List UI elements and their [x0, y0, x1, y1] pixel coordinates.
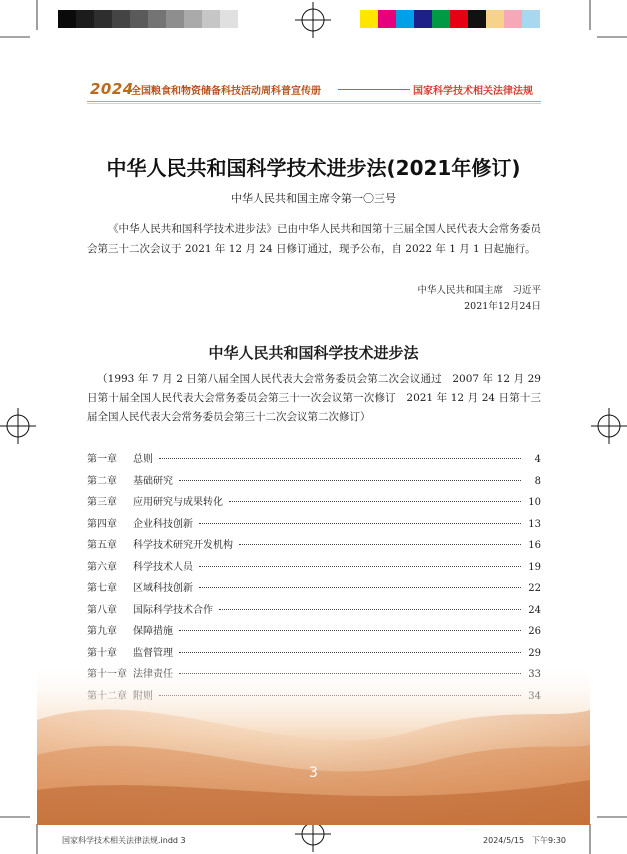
file-slug: 国家科学技术相关法律法规.indd 3 — [62, 836, 186, 845]
toc-chapter-name: 应用研究与成果转化 — [133, 497, 223, 508]
toc-page-number: 19 — [528, 561, 541, 573]
toc-chapter-number: 第二章 — [87, 475, 117, 487]
toc-leader-dots — [179, 652, 521, 653]
header-brochure-title: 全国粮食和物资储备科技活动周科普宣传册 — [131, 86, 321, 97]
timestamp-slug: 2024/5/15 下午9:30 — [483, 836, 566, 845]
toc-chapter-number: 第三章 — [87, 497, 117, 508]
signing-date: 2021年12月24日 — [464, 301, 541, 312]
toc-entry — [87, 601, 541, 623]
toc-leader-dots — [199, 523, 521, 524]
toc-entry — [87, 515, 541, 537]
toc-chapter-number: 第八章 — [87, 604, 117, 616]
toc-entry — [87, 536, 541, 558]
toc-page-number: 16 — [528, 540, 541, 551]
decorative-wave-background — [37, 660, 590, 825]
toc-leader-dots — [229, 501, 521, 502]
toc-leader-dots — [179, 480, 521, 481]
toc-entry — [87, 493, 541, 515]
toc-chapter-name: 区域科技创新 — [133, 583, 193, 594]
toc-chapter-number: 第五章 — [87, 540, 117, 551]
toc-leader-dots — [179, 630, 521, 631]
document-title: 中华人民共和国科学技术进步法(2021年修订) — [106, 156, 521, 180]
toc-chapter-name: 科学技术研究开发机构 — [133, 540, 233, 551]
toc-leader-dots — [199, 566, 521, 567]
toc-entry — [87, 622, 541, 644]
toc-chapter-name: 国际科学技术合作 — [133, 604, 213, 616]
page-number: 3 — [309, 765, 318, 781]
toc-entry — [87, 579, 541, 601]
header-section-title: 国家科学技术相关法律法规 — [413, 86, 533, 97]
toc-chapter-name: 监督管理 — [133, 647, 173, 659]
toc-entry — [87, 450, 541, 472]
toc-chapter-number: 第一章 — [87, 454, 117, 465]
toc-entry — [87, 472, 541, 494]
toc-chapter-name: 总则 — [133, 454, 153, 465]
toc-page-number: 13 — [528, 518, 541, 530]
signatory: 中华人民共和国主席 习近平 — [417, 285, 541, 296]
preamble-paragraph: 《中华人民共和国科学技术进步法》已由中华人民共和国第十三届全国人民代表大会常务委员会第三十二次会议于 2021 年 12 月 24 日修订通过，现予公布，自 2022 年 1 月 1 日起施行。 — [87, 223, 541, 255]
toc-leader-dots — [199, 587, 521, 588]
toc-chapter-name: 基础研究 — [133, 475, 173, 487]
toc-page-number: 8 — [534, 475, 541, 487]
law-title: 中华人民共和国科学技术进步法 — [208, 344, 419, 362]
toc-page-number: 22 — [528, 583, 541, 594]
toc-leader-dots — [159, 458, 521, 459]
toc-chapter-name: 科学技术人员 — [133, 561, 193, 573]
amendment-history: （1993 年 7 月 2 日第八届全国人民代表大会常务委员会第二次会议通过 2007 年 12 月 29 日第十届全国人民代表大会常务委员会第三十一次会议第一次修订 2021 年 12 月 24 日第十三届全国人民代表大会常务委员会第三十二次会议第二次修订） — [87, 373, 541, 423]
header-rule — [87, 101, 541, 102]
header-divider — [338, 89, 410, 90]
header-rule-secondary — [87, 103, 541, 104]
toc-page-number: 26 — [528, 626, 541, 637]
toc-chapter-number: 第七章 — [87, 583, 117, 594]
toc-page-number: 29 — [528, 647, 541, 659]
toc-chapter-number: 第四章 — [87, 518, 117, 530]
toc-chapter-number: 第六章 — [87, 561, 117, 573]
toc-entry — [87, 558, 541, 580]
toc-leader-dots — [219, 609, 521, 610]
toc-leader-dots — [239, 544, 521, 545]
toc-chapter-number: 第十章 — [87, 647, 117, 659]
toc-chapter-name: 保障措施 — [133, 626, 173, 637]
header-year: 2024 — [90, 80, 134, 98]
toc-chapter-name: 企业科技创新 — [133, 518, 193, 530]
toc-page-number: 24 — [528, 604, 541, 616]
toc-page-number: 4 — [534, 454, 541, 465]
toc-page-number: 10 — [528, 497, 541, 508]
presidential-order: 中华人民共和国主席令第一〇三号 — [231, 192, 396, 205]
toc-chapter-number: 第九章 — [87, 626, 117, 637]
